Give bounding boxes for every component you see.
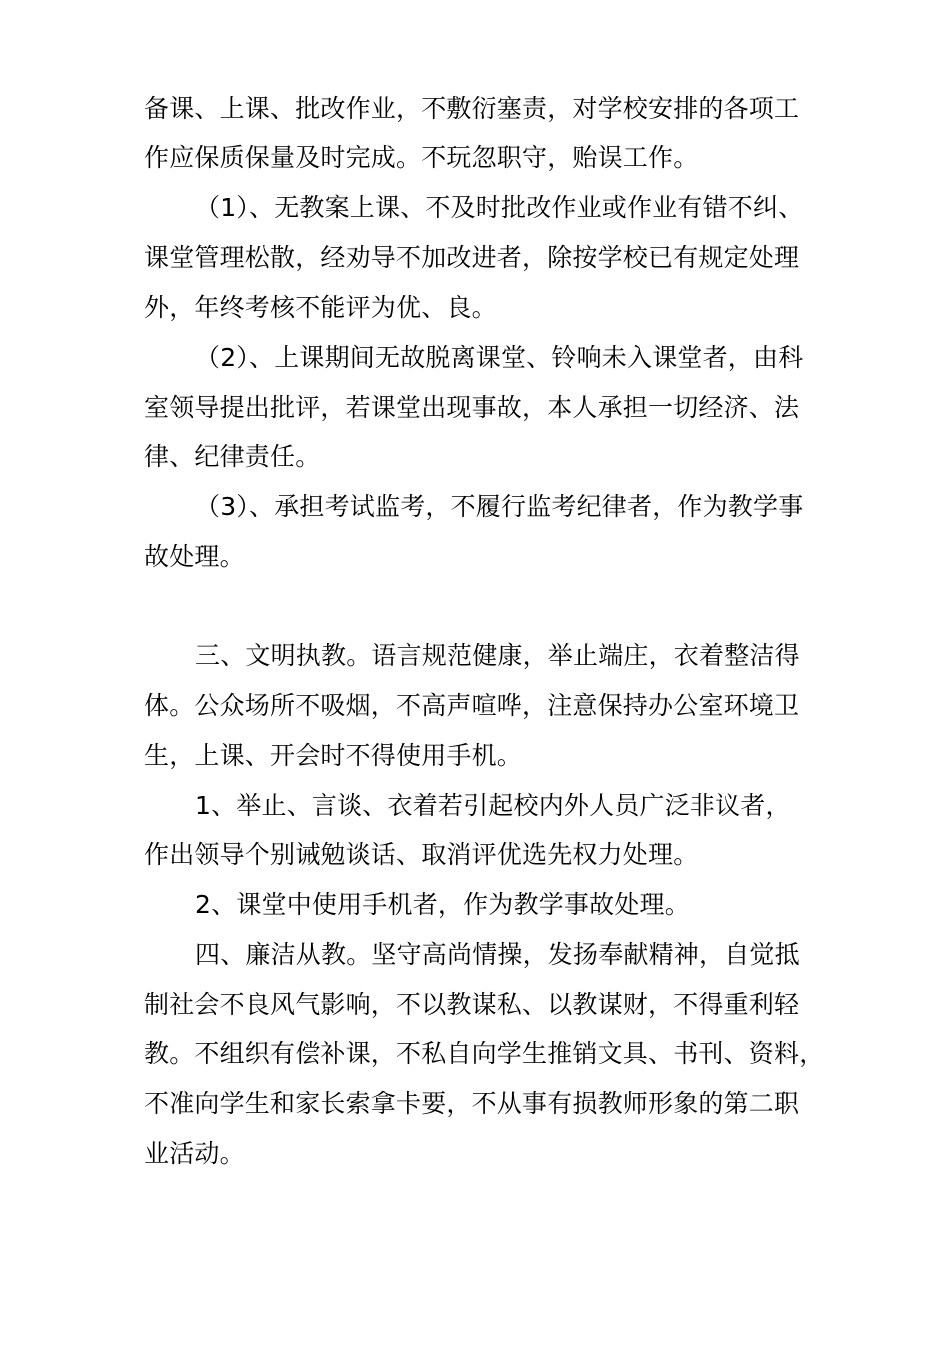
text-line-4: 课堂管理松散，经劝导不加改进者，除按学校已有规定处理	[144, 243, 800, 272]
text-line-2: 作应保质保量及时完成。不玩忽职守，贻误工作。	[144, 143, 699, 172]
text-line-6: （2）、上课期间无故脱离课堂、铃响未入课堂者，由科	[195, 343, 804, 372]
text-line-18: 制社会不良风气影响，不以教谋私、以教谋财，不得重利轻	[144, 990, 800, 1019]
text-line-16: 2、课堂中使用手机者，作为教学事故处理。	[195, 890, 690, 919]
text-line-11: 三、文明执教。语言规范健康，举止端庄，衣着整洁得	[195, 641, 800, 670]
text-line-1: 备课、上课、批改作业，不敷衍塞责，对学校安排的各项工	[144, 94, 800, 123]
text-line-14: 1、举止、言谈、衣着若引起校内外人员广泛非议者，	[195, 791, 791, 820]
text-line-9: （3）、承担考试监考，不履行监考纪律者，作为教学事	[195, 492, 804, 521]
text-line-3: （1）、无教案上课、不及时批改作业或作业有错不纠、	[195, 193, 804, 222]
text-line-5: 外，年终考核不能评为优、良。	[144, 293, 497, 322]
text-line-15: 作出领导个别诫勉谈话、取消评优选先权力处理。	[144, 840, 699, 869]
text-line-7: 室领导提出批评，若课堂出现事故，本人承担一切经济、法	[144, 393, 800, 422]
text-line-13: 生，上课、开会时不得使用手机。	[144, 741, 523, 770]
text-line-10: 故处理。	[144, 542, 245, 571]
text-line-21: 业活动。	[144, 1139, 245, 1168]
text-line-19: 教。不组织有偿补课，不私自向学生推销文具、书刊、资料，	[144, 1039, 825, 1068]
text-line-20: 不准向学生和家长索拿卡要，不从事有损教师形象的第二职	[144, 1089, 800, 1118]
text-line-17: 四、廉洁从教。坚守高尚情操，发扬奉献精神，自觉抵	[195, 940, 800, 969]
text-line-8: 律、纪律责任。	[144, 442, 321, 471]
text-line-12: 体。公众场所不吸烟，不高声喧哗，注意保持办公室环境卫	[144, 691, 800, 720]
